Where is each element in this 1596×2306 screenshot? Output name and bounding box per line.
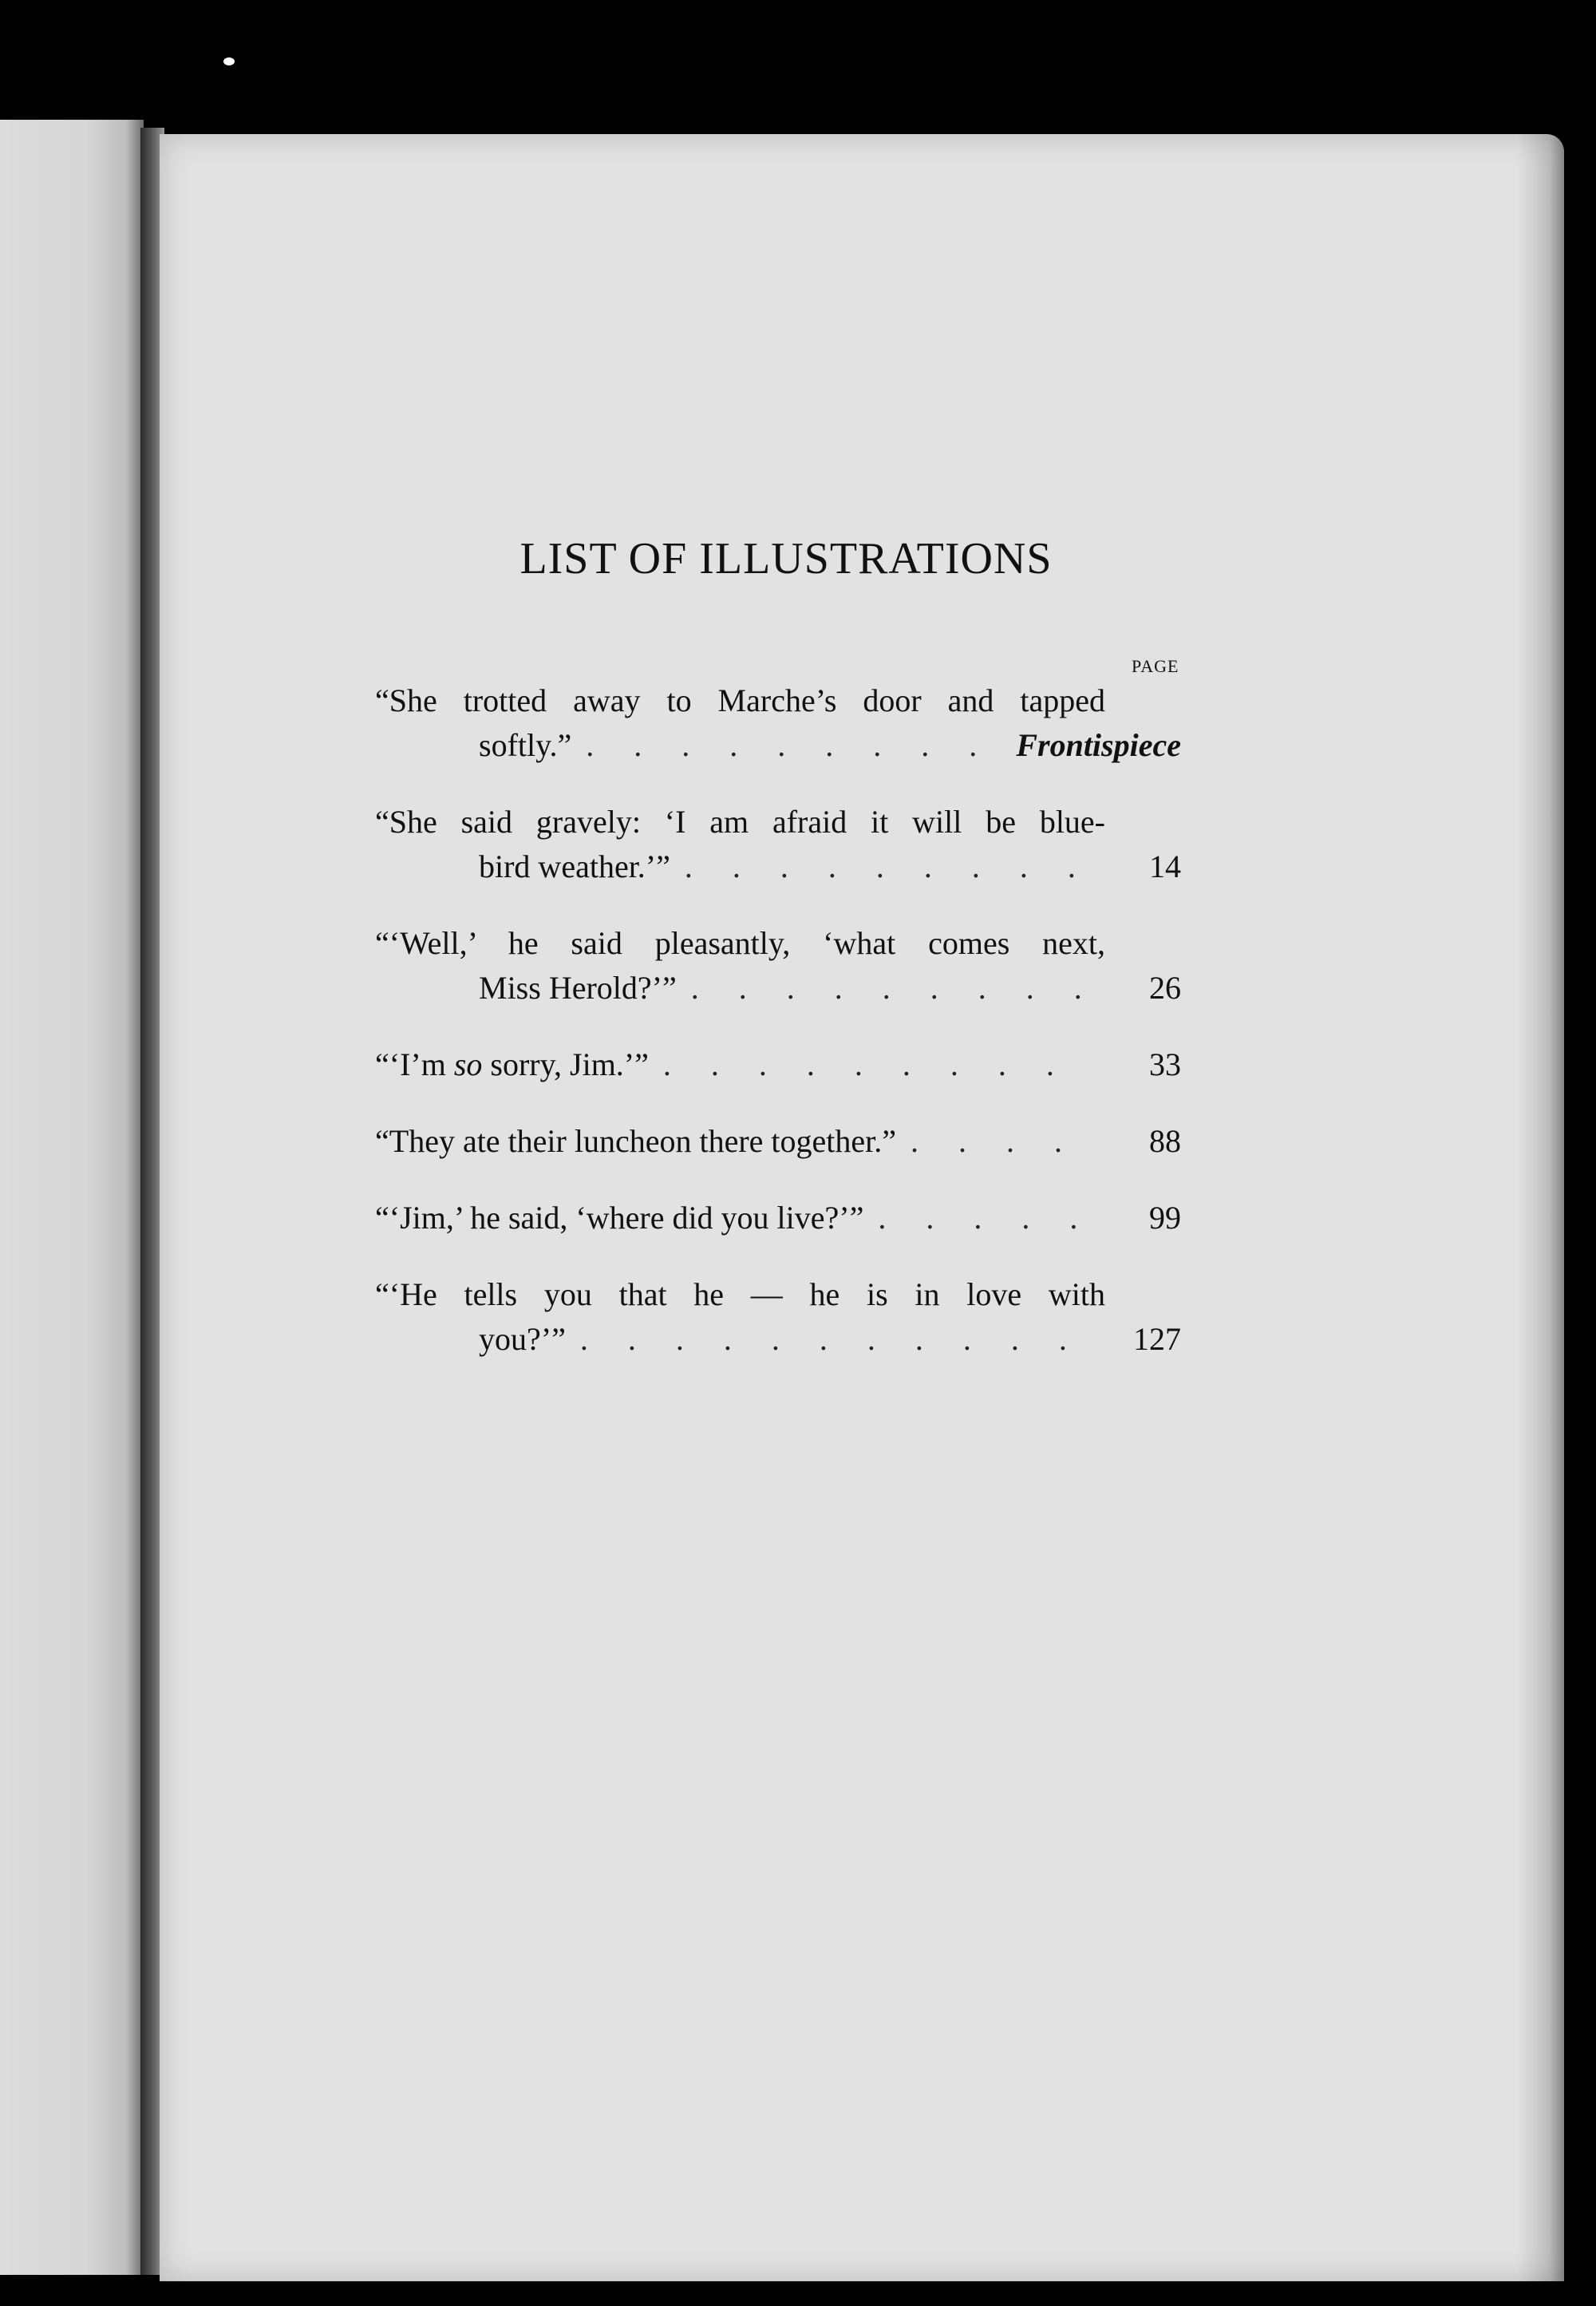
dot-leader [878,1196,1091,1240]
dot-leader [586,723,1001,768]
entry-caption-line-2: Miss Herold?’” [479,970,677,1006]
dot-leader [580,1317,1091,1362]
entry-page-number: 26 [1149,970,1181,1006]
entry-caption-line-2: softly.” [479,727,572,763]
list-item [375,1119,1181,1164]
entry-caption-line-2-row [375,844,1181,889]
entry-page-number: 88 [1149,1123,1181,1159]
entry-caption: “‘Jim,’ he said, ‘where did you live?’” [375,1200,864,1236]
entry-caption-emphasis: so [453,1046,483,1082]
list-item [375,800,1181,889]
entry-caption-part: “‘I’m [375,1046,454,1082]
illustrations-list [375,678,1181,1394]
entry-caption [375,1042,649,1087]
list-item [375,678,1181,768]
entry-caption-row [375,1042,1181,1087]
list-item [375,1196,1181,1240]
dot-leader [685,844,1091,889]
list-item [375,921,1181,1011]
entry-caption-row [375,1119,1181,1164]
page-edge-shadow [1516,134,1564,2281]
entry-caption-line-1: “‘Well,’ he said pleasantly, ‘what comes next, [375,925,1105,961]
entry-caption-line-2-row [375,1317,1181,1362]
dot-leader [663,1042,1091,1087]
entry-caption-line-2-row [375,966,1181,1011]
list-item [375,1042,1181,1087]
entry-caption-row [375,1196,1181,1240]
page-column-label: PAGE [1132,656,1179,676]
dot-leader [911,1119,1091,1164]
entry-page-number: 33 [1149,1046,1181,1082]
page-title: LIST OF ILLUSTRATIONS [519,534,1053,583]
entry-caption-line-1: “She said gravely: ‘I am afraid it will be blue- [375,804,1105,840]
dot-leader [691,966,1091,1011]
list-item [375,1272,1181,1362]
speck-mark [223,57,235,65]
entry-caption-line-2: bird weather.’” [479,848,670,884]
entry-page-number: 14 [1149,848,1181,884]
entry-caption-line-2: you?’” [479,1321,566,1357]
entry-page-number: 127 [1133,1321,1181,1357]
entry-caption-line-1: “‘He tells you that he — he is in love with [375,1276,1105,1312]
entry-page-number: 99 [1149,1200,1181,1236]
entry-caption-line-2-row [375,723,1181,768]
entry-page-number: Frontispiece [1016,727,1181,763]
entry-caption-part: sorry, Jim.’” [482,1046,649,1082]
left-page [0,120,144,2275]
entry-caption: “They ate their luncheon there together.” [375,1123,897,1159]
entry-caption-line-1: “She trotted away to Marche’s door and tapped [375,682,1105,718]
